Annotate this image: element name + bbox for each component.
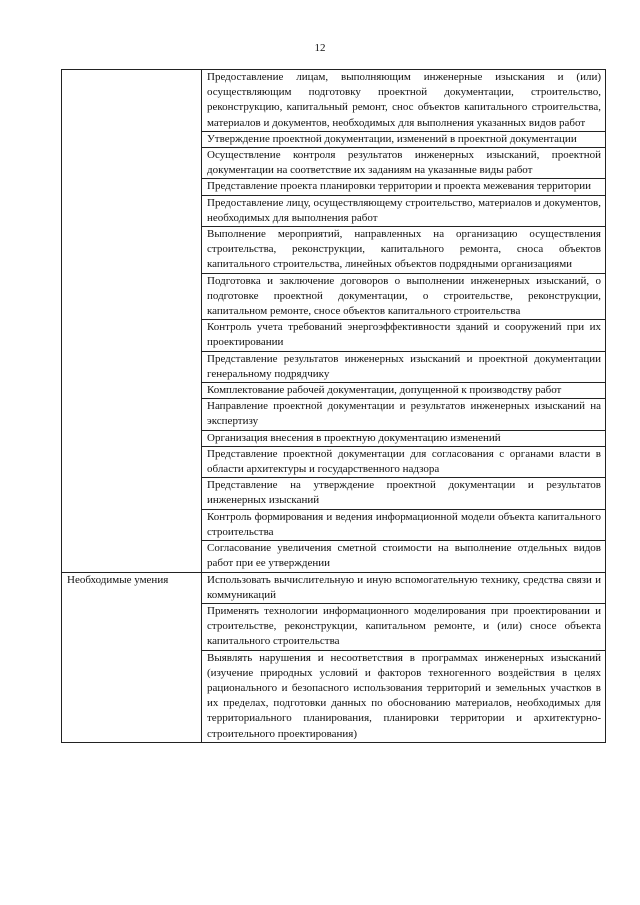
table-cell-item: Выполнение мероприятий, направленных на организацию осуществления строительства, реконструкции, капитального ремонта, сноса объектов капитального строительства, линейных объектов подрядными организациями (202, 227, 606, 274)
table-cell-item: Предоставление лицу, осуществляющему строительство, материалов и документов, необходимых для выполнения работ (202, 195, 606, 226)
table-cell-item: Выявлять нарушения и несоответствия в программах инженерных изысканий (изучение природных условий и факторов техногенного воздействия в целях рационального и безопасного использования территорий и земельных участков в их пределах, подготовки данных по обоснованию материалов, необходимых для территориального планирования, планировки территории и архитектурно-строительного проектирования) (202, 650, 606, 742)
table-cell-item: Использовать вычислительную и иную вспомогательную технику, средства связи и коммуникаций (202, 572, 606, 603)
table-row (62, 572, 606, 603)
table-cell-item: Представление на утверждение проектной документации и результатов инженерных изысканий (202, 478, 606, 509)
table-cell-item: Контроль учета требований энергоэффективности зданий и сооружений при их проектировании (202, 320, 606, 351)
table-cell-item: Осуществление контроля результатов инженерных изысканий, проектной документации на соответствие их заданиям на указанные виды работ (202, 148, 606, 179)
table-cell-item: Организация внесения в проектную документацию изменений (202, 430, 606, 446)
table-body (62, 70, 606, 743)
table-cell-item: Согласование увеличения сметной стоимости на выполнение отдельных видов работ при ее утверждении (202, 541, 606, 572)
section-label: Необходимые умения (62, 572, 202, 742)
page-number: 12 (314, 42, 326, 54)
competency-table (61, 69, 606, 743)
table-row (62, 70, 606, 132)
table-cell-item: Предоставление лицам, выполняющим инженерные изыскания и (или) осуществляющим подготовку проектной документации, строительство, реконструкцию, капитальный ремонт, снос объектов капитального строительства, материалов и документов, необходимых для выполнения указанных видов работ (202, 70, 606, 132)
table-cell-item: Применять технологии информационного моделирования при проектировании и строительстве, реконструкции, капитальном ремонте, и (или) сносе объекта капитального строительства (202, 603, 606, 650)
table-cell-item: Комплектование рабочей документации, допущенной к производству работ (202, 383, 606, 399)
table-cell-item: Утверждение проектной документации, изменений в проектной документации (202, 131, 606, 147)
table-cell-item: Представление результатов инженерных изысканий и проектной документации генеральному подрядчику (202, 351, 606, 382)
table-cell-item: Представление проекта планировки территории и проекта межевания территории (202, 179, 606, 195)
table-cell-item: Представление проектной документации для согласования с органами власти в области архитектуры и государственного надзора (202, 446, 606, 477)
table-cell-item: Подготовка и заключение договоров о выполнении инженерных изысканий, о подготовке проектной документации, о строительстве, реконструкции, капитальном ремонте, сносе объектов капитального строительства (202, 273, 606, 320)
section-label (62, 70, 202, 573)
table-cell-item: Контроль формирования и ведения информационной модели объекта капитального строительства (202, 509, 606, 540)
table-cell-item: Направление проектной документации и результатов инженерных изысканий на экспертизу (202, 399, 606, 430)
